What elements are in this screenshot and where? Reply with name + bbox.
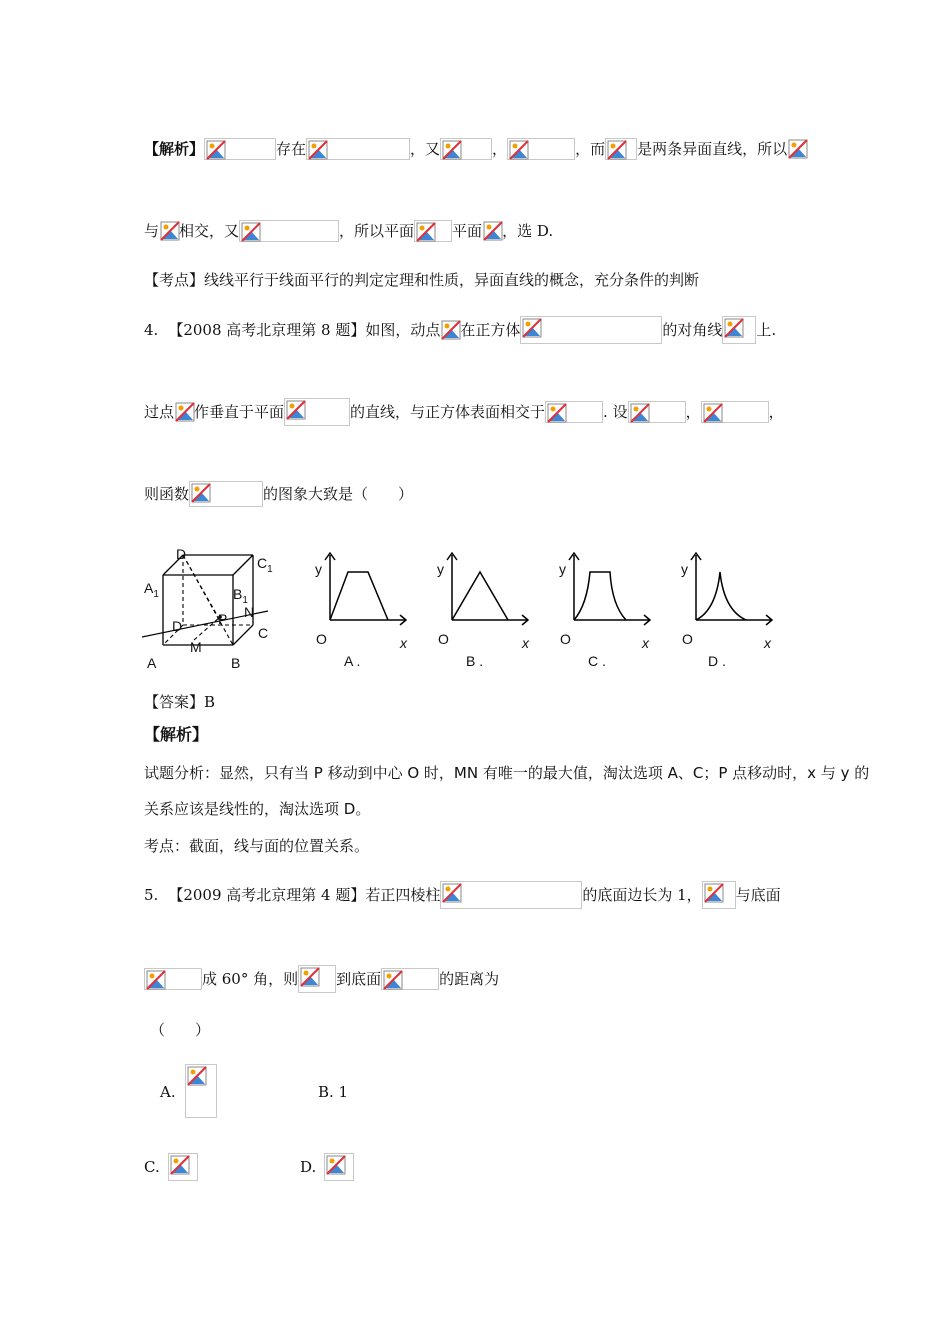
cube-label-C: C (258, 625, 269, 641)
formula-image (545, 401, 603, 423)
text: 过点 (144, 403, 175, 421)
graph-b-label: B . (466, 653, 484, 669)
formula-image (144, 968, 202, 990)
graph-b-y: y (437, 561, 444, 577)
text: 的对角线 (662, 321, 723, 339)
text: 存在 (276, 140, 307, 158)
q5-option-b: B. 1 (318, 1083, 349, 1101)
text: 则函数 (144, 485, 190, 503)
graph-a-x: x (400, 635, 407, 651)
question-source: 【2008 高考北京理第 8 题】 (168, 321, 366, 339)
formula-image (787, 138, 807, 160)
text: 与 (144, 222, 160, 240)
cube-label-B1: $B_1$ (233, 586, 248, 606)
cube-label-B: B (231, 655, 241, 671)
question-number: 5. (144, 886, 159, 904)
graph-c-label: C . (588, 653, 606, 669)
graph-a-label: A . (344, 653, 361, 669)
graph-c-o: O (560, 631, 571, 647)
q4-analysis-2: 关系应该是线性的，淘汰选项 D。 (144, 800, 371, 818)
q4-kaodian: 考点：截面，线与面的位置关系。 (144, 837, 370, 855)
formula-image (159, 220, 179, 242)
text: 是两条异面直线，所以 (637, 140, 788, 158)
formula-image (482, 220, 502, 242)
q5-option-d: D. (300, 1158, 317, 1176)
cube-label-D1: D (176, 546, 187, 562)
q4-analysis-1: 试题分析：显然，只有当 P 移动到中心 O 时，MN 有唯一的最大值，淘汰选项 A、C；P 点移动时，x 与 y 的 (144, 764, 870, 782)
text: ， (685, 403, 701, 421)
graph-option-c (554, 550, 664, 640)
text: 在正方体 (460, 321, 521, 339)
graph-d-label: D . (708, 653, 726, 669)
question-source: 【2009 高考北京理第 4 题】 (168, 886, 366, 904)
formula-image (239, 220, 339, 242)
text: ，所以平面 (339, 222, 415, 240)
q5-option-a: A. (160, 1083, 176, 1101)
text: 若正四棱柱 (365, 886, 441, 904)
graph-b-o: O (438, 631, 449, 647)
text: 作垂直于平面 (194, 403, 285, 421)
text: 平面 (452, 222, 483, 240)
text: 的距离为 (439, 970, 500, 988)
text: 成 60° 角，则 (202, 970, 299, 988)
cube-label-A1: $A_1$ (144, 580, 159, 600)
graph-option-a (310, 550, 420, 640)
formula-image (306, 138, 410, 160)
q4-jiexi-heading: 【解析】 (144, 725, 209, 744)
q5-paren: （ ） (150, 1021, 211, 1039)
graph-option-d (676, 550, 786, 640)
analysis-line-2 (144, 219, 553, 243)
q4-answer: 【答案】B (144, 693, 216, 711)
graph-c-y: y (559, 561, 566, 577)
q5-line-2 (144, 965, 499, 993)
graph-option-b (432, 550, 542, 640)
formula-image (628, 401, 686, 423)
text: 到底面 (336, 970, 382, 988)
q5-option-c: C. (144, 1158, 160, 1176)
formula-image (324, 1153, 354, 1181)
question-number: 4. (144, 321, 159, 339)
text: ，选 D. (502, 222, 554, 240)
formula-image (381, 968, 439, 990)
formula-image-option-a (185, 1064, 217, 1118)
cube-label-M: M (190, 639, 202, 655)
q4-line-2 (144, 398, 784, 426)
q5-line-1 (144, 881, 781, 909)
cube-label-C1: $C_1$ (257, 555, 273, 575)
kaodian-3: 【考点】线线平行于线面平行的判定定理和性质，异面直线的概念，充分条件的判断 (144, 271, 700, 289)
formula-image (507, 138, 575, 160)
formula-image (605, 138, 637, 160)
formula-image (701, 401, 769, 423)
cube-label-P: P (218, 611, 228, 627)
text: ， (492, 140, 508, 158)
formula-image (520, 316, 662, 344)
formula-image (204, 138, 276, 160)
text: ，又 (410, 140, 441, 158)
text: 与底面 (735, 886, 781, 904)
formula-image (440, 138, 492, 160)
q4-line-1 (144, 316, 776, 344)
formula-image (702, 881, 736, 909)
cube-label-N: N (244, 604, 255, 620)
formula-image (722, 316, 756, 344)
text: ， (768, 403, 784, 421)
formula-image (440, 881, 582, 909)
q5-option-c-row (144, 1153, 198, 1181)
formula-image (174, 401, 194, 423)
graph-d-y: y (681, 561, 688, 577)
formula-image (414, 220, 452, 242)
formula-image (440, 319, 460, 341)
text: 的图象大致是（ ） (263, 485, 414, 503)
cube-label-D: D (172, 618, 183, 634)
graph-b-x: x (522, 635, 529, 651)
graph-c-x: x (642, 635, 649, 651)
text: 相交，又 (179, 222, 240, 240)
formula-image (284, 398, 350, 426)
text: 的底面边长为 1， (582, 886, 702, 904)
text: . 设 (603, 403, 628, 421)
text: 上. (756, 321, 777, 339)
graph-a-o: O (316, 631, 327, 647)
q5-option-d-row (300, 1153, 354, 1181)
text: 如图，动点 (365, 321, 441, 339)
q4-line-3 (144, 481, 413, 507)
text: ，而 (575, 140, 606, 158)
jiexi-heading: 【解析】 (144, 140, 205, 158)
graph-a-y: y (315, 561, 322, 577)
cube-label-A: A (147, 655, 157, 671)
analysis-line-1 (144, 137, 807, 161)
formula-image (298, 965, 336, 993)
formula-image (189, 481, 263, 507)
text: 的直线，与正方体表面相交于 (350, 403, 546, 421)
formula-image (168, 1153, 198, 1181)
graph-d-x: x (764, 635, 771, 651)
graph-d-o: O (682, 631, 693, 647)
